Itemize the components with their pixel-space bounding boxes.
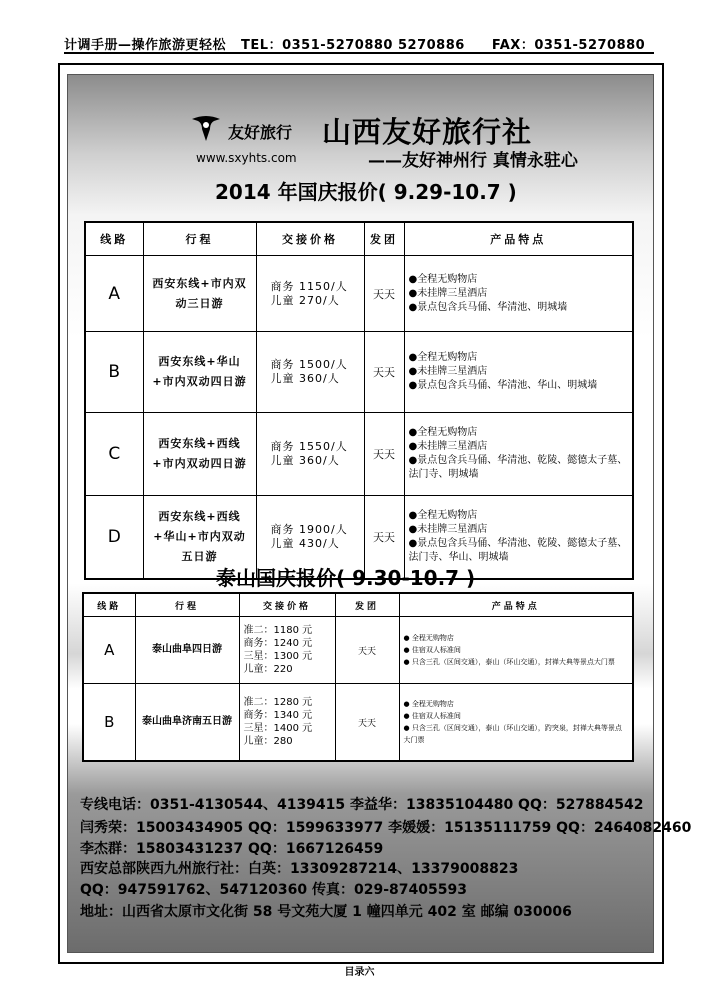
fax-text: FAX：0351-5270880	[491, 38, 646, 53]
feature-item: ●全程无购物店	[408, 273, 478, 285]
agency-slogan: ——友好神州行 真情永驻心	[368, 151, 578, 171]
row-departure: 天天	[364, 496, 404, 580]
row-departure: 天天	[364, 256, 404, 332]
col-header-departure: 发团	[364, 222, 404, 256]
price-adult: 商务 1550/人	[270, 440, 348, 453]
feature-item: ● 只含三孔（区间交通），泰山（环山交通），趵突泉，封禅大典等景点大门票	[403, 724, 622, 744]
row-features	[404, 256, 633, 332]
price-item: 三星：1400 元	[243, 723, 313, 734]
feature-item: ● 全程无购物店	[403, 700, 454, 708]
handbook-title: 计调手册—操作旅游更轻松	[64, 38, 227, 53]
row-code: C	[85, 413, 143, 496]
price-adult: 商务 1500/人	[270, 358, 348, 371]
contact-line-yan: 闫秀荣：15003434905 QQ：1599633977 李媛媛：15135111759 QQ：2464082460	[80, 820, 692, 836]
contact-line-xian: 西安总部陕西九州旅行社：白英：13309287214、13379008823	[80, 861, 519, 877]
price-item: 商务：1240 元	[243, 638, 313, 649]
feature-item: ● 住宿双人标准间	[403, 712, 461, 720]
col-header-features: 产品特点	[404, 222, 633, 256]
table-header-row	[85, 222, 633, 256]
row-code: A	[83, 617, 135, 684]
row-route: 西安东线+华山+市内双动四日游	[143, 332, 256, 413]
agency-logo-icon	[190, 111, 222, 143]
feature-item: ● 全程无购物店	[403, 634, 454, 642]
agency-name: 山西友好旅行社	[322, 115, 533, 149]
col-header-line: 线路	[85, 222, 143, 256]
contact-line-li: 李杰群：15803431237 QQ：1667126459	[80, 841, 384, 857]
feature-item: ●未挂牌三星酒店	[408, 366, 488, 377]
table-row	[83, 684, 633, 762]
row-features	[399, 617, 633, 684]
col-header-route: 行程	[135, 593, 239, 617]
contact-line-hotline: 专线电话：0351-4130544、4139415 李益华：13835104480 QQ：527884542	[80, 797, 644, 813]
tel-text: TEL：0351-5270880 5270886	[241, 38, 465, 53]
col-header-route: 行程	[143, 222, 256, 256]
row-price	[256, 256, 364, 332]
col-header-line: 线路	[83, 593, 135, 617]
table-row	[83, 617, 633, 684]
row-price	[239, 684, 335, 762]
row-price	[256, 332, 364, 413]
website-link[interactable]: www.sxyhts.com	[196, 151, 297, 165]
row-price	[256, 413, 364, 496]
feature-item: ●未挂牌三星酒店	[408, 287, 488, 299]
row-route: 西安东线+西线+市内双动四日游	[143, 413, 256, 496]
price-child: 儿童 360/人	[270, 372, 340, 385]
price-item: 三星：1300 元	[243, 651, 313, 662]
price-child: 儿童 270/人	[270, 293, 340, 307]
row-route: 泰山曲阜济南五日游	[135, 684, 239, 762]
section2-title: 泰山国庆报价( 9.30-10.7 )	[216, 566, 476, 590]
price-adult: 商务 1900/人	[270, 523, 348, 536]
page-footer: 目录六	[344, 967, 375, 978]
table-header-row	[83, 593, 633, 617]
feature-item: ● 只含三孔（区间交通），泰山（环山交通），封禅大典等景点大门票	[403, 658, 615, 666]
feature-item: ●全程无购物店	[408, 510, 478, 521]
section1-title: 2014 年国庆报价( 9.29-10.7 )	[215, 180, 517, 204]
row-departure: 天天	[364, 413, 404, 496]
price-item: 准二：1280 元	[243, 697, 313, 708]
row-departure: 天天	[335, 617, 399, 684]
contact-line-address: 地址：山西省太原市文化街 58 号文苑大厦 1 幢四单元 402 室 邮编 030006	[80, 904, 572, 920]
price-item: 商务：1340 元	[243, 710, 313, 721]
logo-text: 友好旅行	[228, 123, 293, 142]
row-code: B	[83, 684, 135, 762]
row-code: A	[85, 256, 143, 332]
table-row	[85, 256, 633, 332]
feature-item: ●景点包含兵马俑、华清池、明城墙	[408, 301, 568, 313]
table-row	[85, 413, 633, 496]
feature-item: ● 住宿双人标准间	[403, 646, 461, 654]
col-header-departure: 发团	[335, 593, 399, 617]
row-route: 西安东线+市内双动三日游	[143, 256, 256, 332]
row-departure: 天天	[335, 684, 399, 762]
contact-line-qq-fax: QQ：947591762、547120360 传真：029-87405593	[80, 882, 467, 898]
price-item: 准二：1180 元	[243, 625, 313, 636]
price-item: 儿童：280	[243, 736, 293, 747]
header-bar	[64, 34, 654, 54]
feature-item: ●景点包含兵马俑、华清池、华山、明城墙	[408, 380, 598, 391]
row-features	[404, 332, 633, 413]
xian-price-table	[84, 221, 634, 580]
feature-item: ●未挂牌三星酒店	[408, 441, 488, 452]
row-code: B	[85, 332, 143, 413]
row-features	[404, 413, 633, 496]
feature-item: ●景点包含兵马俑、华清池、乾陵、懿德太子墓、法门寺、明城墙	[408, 455, 628, 480]
row-features	[399, 684, 633, 762]
col-header-price: 交接价格	[256, 222, 364, 256]
price-adult: 商务 1150/人	[270, 279, 348, 293]
row-code: D	[85, 496, 143, 580]
feature-item: ●全程无购物店	[408, 352, 478, 363]
row-route: 西安东线+西线+华山+市内双动五日游	[143, 496, 256, 580]
price-child: 儿童 360/人	[270, 454, 340, 467]
price-item: 儿童：220	[243, 664, 293, 675]
table-row	[85, 332, 633, 413]
feature-item: ●景点包含兵马俑、华清池、乾陵、懿德太子墓、法门寺、华山、明城墙	[408, 538, 628, 563]
taishan-price-table	[82, 592, 634, 762]
row-departure: 天天	[364, 332, 404, 413]
row-price	[239, 617, 335, 684]
feature-item: ●全程无购物店	[408, 427, 478, 438]
col-header-features: 产品特点	[399, 593, 633, 617]
col-header-price: 交接价格	[239, 593, 335, 617]
feature-item: ●未挂牌三星酒店	[408, 524, 488, 535]
row-route: 泰山曲阜四日游	[135, 617, 239, 684]
price-child: 儿童 430/人	[270, 537, 340, 550]
